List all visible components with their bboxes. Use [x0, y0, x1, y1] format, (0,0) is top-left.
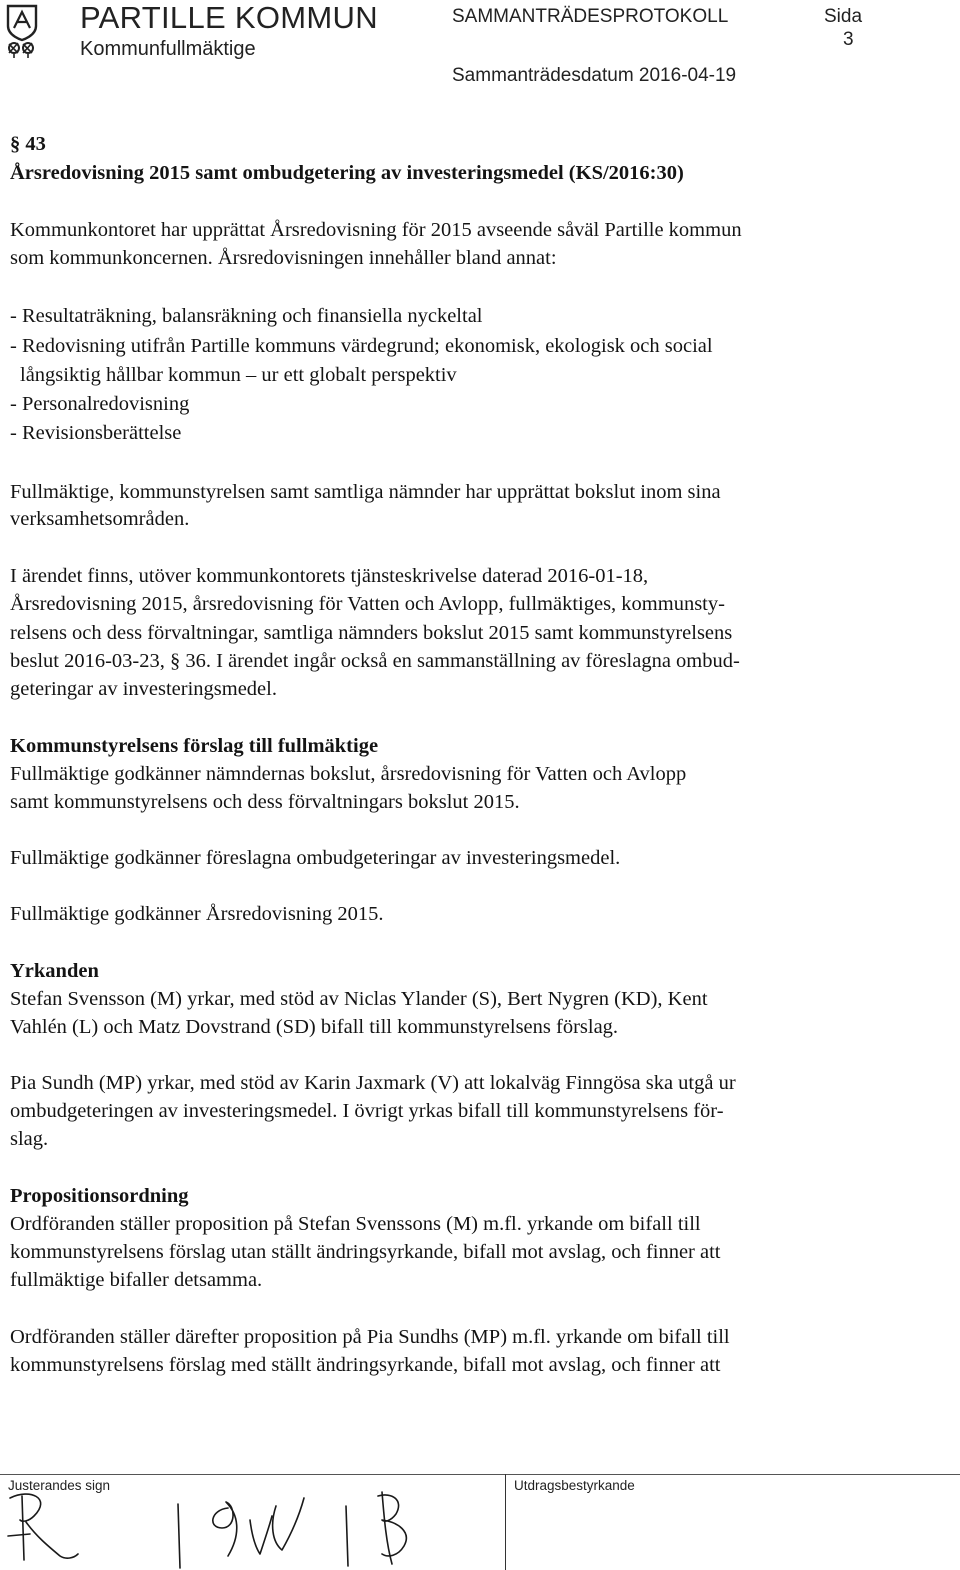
case-paragraph-line: beslut 2016-03-23, § 36. I ärendet ingår också en sammanställning av föreslagna ombud- [10, 650, 740, 672]
proposal-heading: Kommunstyrelsens förslag till fullmäktige [10, 735, 379, 757]
section-number: § 43 [10, 133, 46, 155]
accounts-paragraph-line: verksamhetsområden. [10, 508, 190, 530]
order-line: Ordföranden ställer därefter proposition på Pia Sundhs (MP) m.fl. yrkande om bifall till [10, 1326, 730, 1348]
contents-list-item: - Resultaträkning, balansräkning och finansiella nyckeltal [10, 305, 483, 327]
motions-heading: Yrkanden [10, 960, 99, 982]
proposal-line: Fullmäktige godkänner Årsredovisning 2015. [10, 903, 384, 925]
intro-line: som kommunkoncernen. Årsredovisningen innehåller bland annat: [10, 247, 557, 269]
certification-label: Utdragsbestyrkande [514, 1478, 635, 1493]
intro-line: Kommunkontoret har upprättat Årsredovisning för 2015 avseende såväl Partille kommun [10, 219, 742, 241]
proposal-line: Fullmäktige godkänner föreslagna ombudgeteringar av investeringsmedel. [10, 847, 621, 869]
contents-list-item: - Redovisning utifrån Partille kommuns värdegrund; ekonomisk, ekologisk och social [10, 335, 713, 357]
municipality-coat-of-arms-logo [4, 4, 64, 60]
order-line: kommunstyrelsens förslag med ställt ändringsyrkande, bifall mot avslag, och finner att [10, 1354, 721, 1376]
motions-line: Vahlén (L) och Matz Dovstrand (SD) bifall till kommunstyrelsens förslag. [10, 1016, 619, 1038]
page-label: Sida [824, 6, 863, 27]
council-name: Kommunfullmäktige [80, 38, 256, 60]
order-line: Ordföranden ställer proposition på Stefan Svenssons (M) m.fl. yrkande om bifall till [10, 1213, 701, 1235]
order-heading: Propositionsordning [10, 1185, 189, 1207]
motions-line: ombudgeteringen av investeringsmedel. I övrigt yrkas bifall till kommunstyrelsens för- [10, 1100, 724, 1122]
footer-column-divider [505, 1474, 506, 1570]
meeting-date: Sammanträdesdatum 2016-04-19 [452, 65, 737, 86]
motions-line: Pia Sundh (MP) yrkar, med stöd av Karin Jaxmark (V) att lokalväg Finngösa ska utgå ur [10, 1072, 736, 1094]
page-number: 3 [843, 29, 854, 50]
proposal-line: Fullmäktige godkänner nämndernas bokslut, årsredovisning för Vatten och Avlopp [10, 763, 687, 785]
motions-line: Stefan Svensson (M) yrkar, med stöd av Niclas Ylander (S), Bert Nygren (KD), Kent [10, 988, 708, 1010]
document-type: SAMMANTRÄDESPROTOKOLL [452, 6, 729, 27]
handwritten-initials-signature [0, 1476, 500, 1570]
motions-line: slag. [10, 1128, 49, 1150]
section-title: Årsredovisning 2015 samt ombudgetering av investeringsmedel (KS/2016:30) [10, 162, 684, 184]
order-line: fullmäktige bifaller detsamma. [10, 1269, 263, 1291]
signature-label: Justerandes sign [8, 1478, 111, 1493]
order-line: kommunstyrelsens förslag utan ställt ändringsyrkande, bifall mot avslag, och finner att [10, 1241, 721, 1263]
case-paragraph-line: I ärendet finns, utöver kommunkontorets tjänsteskrivelse daterad 2016-01-18, [10, 565, 649, 587]
footer-divider [0, 1474, 960, 1475]
case-paragraph-line: Årsredovisning 2015, årsredovisning för Vatten och Avlopp, fullmäktiges, kommunsty- [10, 593, 725, 615]
municipality-name: PARTILLE KOMMUN [80, 0, 378, 35]
accounts-paragraph-line: Fullmäktige, kommunstyrelsen samt samtliga nämnder har upprättat bokslut inom sina [10, 481, 721, 503]
contents-list-item: - Personalredovisning [10, 393, 190, 415]
case-paragraph-line: relsens och dess förvaltningar, samtliga nämnders bokslut 2015 samt kommunstyrelsens [10, 622, 733, 644]
contents-list-item: - Revisionsberättelse [10, 422, 182, 444]
proposal-line: samt kommunstyrelsens och dess förvaltningars bokslut 2015. [10, 791, 520, 813]
contents-list-item: långsiktig hållbar kommun – ur ett globalt perspektiv [20, 364, 457, 386]
case-paragraph-line: geteringar av investeringsmedel. [10, 678, 277, 700]
